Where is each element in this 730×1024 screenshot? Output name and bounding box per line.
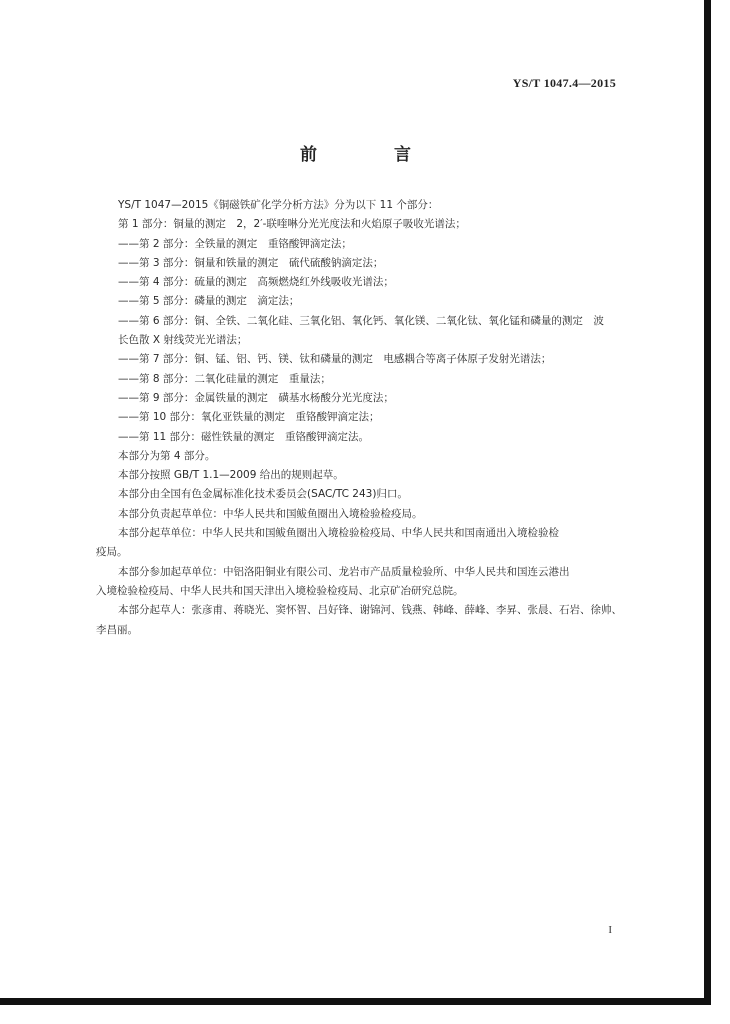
paragraph-responsible-unit: 本部分负责起草单位：中华人民共和国鲅鱼圈出入境检验检疫局。 bbox=[118, 507, 423, 520]
part-item-9: ——第 9 部分：金属铁量的测定 磺基水杨酸分光光度法； bbox=[118, 391, 394, 404]
page-title: 前 言 bbox=[300, 145, 441, 165]
part-item-2: ——第 2 部分：全铁量的测定 重铬酸钾滴定法； bbox=[118, 237, 352, 250]
paragraph-participating-units: 本部分参加起草单位：中铝洛阳铜业有限公司、龙岩市产品质量检验所、中华人民共和国连云港出 bbox=[118, 565, 570, 578]
paragraph-committee: 本部分由全国有色金属标准化技术委员会(SAC/TC 243)归口。 bbox=[118, 488, 408, 501]
paragraph-drafters: 本部分起草人：张彦甫、蒋晓光、窦怀智、吕好锋、谢锦河、钱燕、韩峰、薛峰、李昇、张晨、石岩、徐帅、 bbox=[118, 604, 622, 617]
part-item-1: 第 1 部分：铜量的测定 2，2′-联喹啉分光光度法和火焰原子吸收光谱法； bbox=[118, 218, 466, 231]
part-item-6: ——第 6 部分：铜、全铁、二氧化硅、三氧化铝、氧化钙、氧化镁、二氧化钛、氧化锰和磷量的测定 波 bbox=[118, 314, 604, 327]
preface-body bbox=[96, 196, 641, 640]
paragraph-drafting-units-continuation: 疫局。 bbox=[96, 546, 128, 559]
paragraph-drafters-continuation: 李昌丽。 bbox=[96, 623, 138, 636]
page-number: I bbox=[608, 924, 612, 936]
part-item-11: ——第 11 部分：磁性铁量的测定 重铬酸钾滴定法。 bbox=[118, 430, 370, 443]
paragraph-part-number: 本部分为第 4 部分。 bbox=[118, 449, 216, 462]
part-item-7: ——第 7 部分：铜、锰、铝、钙、镁、钛和磷量的测定 电感耦合等离子体原子发射光谱法； bbox=[118, 353, 552, 366]
paragraph-participating-units-continuation: 入境检验检疫局、中华人民共和国天津出入境检验检疫局、北京矿冶研究总院。 bbox=[96, 584, 464, 597]
part-item-5: ——第 5 部分：磷量的测定 滴定法； bbox=[118, 295, 300, 308]
part-item-10: ——第 10 部分：氧化亚铁量的测定 重铬酸钾滴定法； bbox=[118, 411, 380, 424]
paragraph-drafting-units: 本部分起草单位：中华人民共和国鲅鱼圈出入境检验检疫局、中华人民共和国南通出入境检验检 bbox=[118, 527, 559, 540]
standard-code: YS/T 1047.4—2015 bbox=[512, 76, 616, 90]
part-item-8: ——第 8 部分：二氧化硅量的测定 重量法； bbox=[118, 372, 331, 385]
part-item-4: ——第 4 部分：硫量的测定 高频燃烧红外线吸收光谱法； bbox=[118, 276, 394, 289]
paragraph-drafting-rules: 本部分按照 GB/T 1.1—2009 给出的规则起草。 bbox=[118, 469, 344, 482]
intro-line: YS/T 1047—2015《铜磁铁矿化学分析方法》分为以下 11 个部分： bbox=[118, 199, 439, 211]
part-item-6-continuation: 长色散 X 射线荧光光谱法； bbox=[118, 334, 248, 347]
part-item-3: ——第 3 部分：铜量和铁量的测定 硫代硫酸钠滴定法； bbox=[118, 256, 384, 269]
